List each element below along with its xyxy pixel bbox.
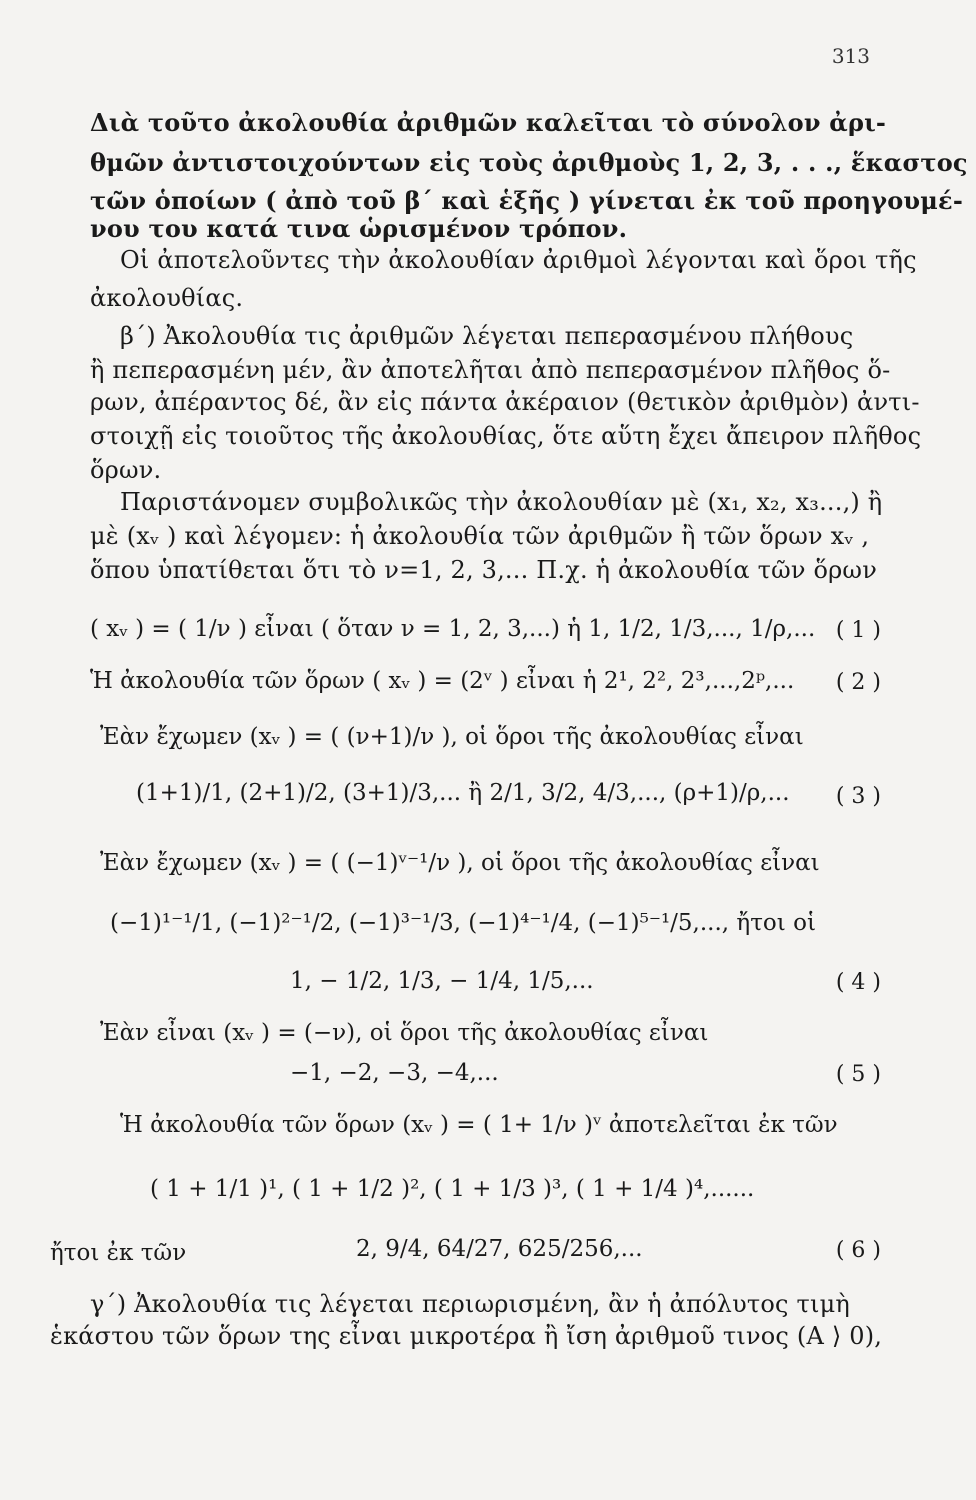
text-line: ὅρων.	[90, 456, 162, 484]
math-line: 2, 9/4, 64/27, 625/256,...	[356, 1236, 643, 1262]
text-line: νου του κατά τινα ὡρισμένον τρόπον.	[90, 214, 628, 243]
text-line: γ΄) Ἀκολουθία τις λέγεται περιωρισμένη, ἂν ἡ ἀπόλυτος τιμὴ	[90, 1290, 850, 1318]
math-line: Ἐὰν εἶναι (xᵥ ) = (−ν), οἱ ὅροι τῆς ἀκολουθίας εἶναι	[100, 1020, 709, 1046]
math-line: Ἡ ἀκολουθία τῶν ὅρων (xᵥ ) = ( 1+ 1/ν )ᵛ ἀποτελεῖται ἐκ τῶν	[120, 1112, 838, 1138]
text-line: Διὰ τοῦτο ἀκολουθία ἀριθμῶν καλεῖται τὸ σύνολον ἀρι-	[90, 108, 887, 137]
text-line: β΄) Ἀκολουθία τις ἀριθμῶν λέγεται πεπερασμένου πλήθους	[120, 322, 854, 350]
text-line: στοιχῇ εἰς τοιοῦτος τῆς ἀκολουθίας, ὅτε αὕτη ἔχει ἄπειρον πλῆθος	[90, 422, 922, 450]
text-line: Οἱ ἀποτελοῦντες τὴν ἀκολουθίαν ἀριθμοὶ λέγονται καὶ ὅροι τῆς	[120, 246, 917, 274]
equation-number: ( 4 )	[835, 970, 881, 995]
equation-number: ( 1 )	[835, 618, 881, 643]
math-line: Ἡ ἀκολουθία τῶν ὅρων ( xᵥ ) = (2ᵛ ) εἶναι ἡ 2¹, 2², 2³,...,2ᵖ,...	[90, 668, 795, 694]
text-line: ἀκολουθίας.	[90, 284, 244, 312]
math-line: −1, −2, −3, −4,...	[290, 1060, 499, 1086]
text-line: ἢ πεπερασμένη μέν, ἂν ἀποτελῆται ἀπὸ πεπερασμένον πλῆθος ὅ-	[90, 356, 891, 384]
page-number: 313	[831, 44, 870, 68]
equation-number: ( 5 )	[835, 1062, 881, 1087]
math-line: (1+1)/1, (2+1)/2, (3+1)/3,... ἢ 2/1, 3/2, 4/3,..., (ρ+1)/ρ,...	[136, 780, 790, 806]
math-line: ( xᵥ ) = ( 1/ν ) εἶναι ( ὅταν ν = 1, 2, 3,...) ἡ 1, 1/2, 1/3,..., 1/ρ,...	[90, 616, 816, 642]
math-line: Ἐὰν ἔχωμεν (xᵥ ) = ( (−1)ᵛ⁻¹/ν ), οἱ ὅροι τῆς ἀκολουθίας εἶναι	[100, 850, 820, 876]
text-line: ἑκάστου τῶν ὅρων της εἶναι μικροτέρα ἢ ἴση ἀριθμοῦ τινος (Α ⟩ 0),	[50, 1322, 883, 1350]
math-line: Ἐὰν ἔχωμεν (xᵥ ) = ( (ν+1)/ν ), οἱ ὅροι τῆς ἀκολουθίας εἶναι	[100, 724, 804, 750]
text-line: ρων, ἀπέραντος δέ, ἂν εἰς πάντα ἀκέραιον (θετικὸν ἀριθμὸν) ἀντι-	[90, 388, 920, 416]
text-line: θμῶν ἀντιστοιχούντων εἰς τοὺς ἀριθμοὺς 1, 2, 3, . . ., ἕκαστος	[90, 148, 968, 177]
math-line: ( 1 + 1/1 )¹, ( 1 + 1/2 )², ( 1 + 1/3 )³, ( 1 + 1/4 )⁴,......	[150, 1176, 755, 1202]
equation-number: ( 6 )	[835, 1238, 881, 1263]
math-line: 1, − 1/2, 1/3, − 1/4, 1/5,...	[290, 968, 594, 994]
text-line: Παριστάνομεν συμβολικῶς τὴν ἀκολουθίαν μὲ (x₁, x₂, x₃...,) ἢ	[120, 488, 883, 516]
text-line: ὅπου ὑπατίθεται ὅτι τὸ ν=1, 2, 3,... Π.χ. ἡ ἀκολουθία τῶν ὅρων	[90, 556, 877, 584]
text-line: τῶν ὁποίων ( ἀπὸ τοῦ β΄ καὶ ἑξῆς ) γίνεται ἐκ τοῦ προηγουμέ-	[90, 186, 963, 215]
math-line: (−1)¹⁻¹/1, (−1)²⁻¹/2, (−1)³⁻¹/3, (−1)⁴⁻¹/4, (−1)⁵⁻¹/5,..., ἤτοι οἱ	[110, 910, 816, 936]
text-line: μὲ (xᵥ ) καὶ λέγομεν: ἡ ἀκολουθία τῶν ἀριθμῶν ἢ τῶν ὅρων xᵥ ,	[90, 522, 870, 550]
math-line-label: ἤτοι ἐκ τῶν	[50, 1240, 187, 1266]
equation-number: ( 2 )	[835, 670, 881, 695]
equation-number: ( 3 )	[835, 784, 881, 809]
